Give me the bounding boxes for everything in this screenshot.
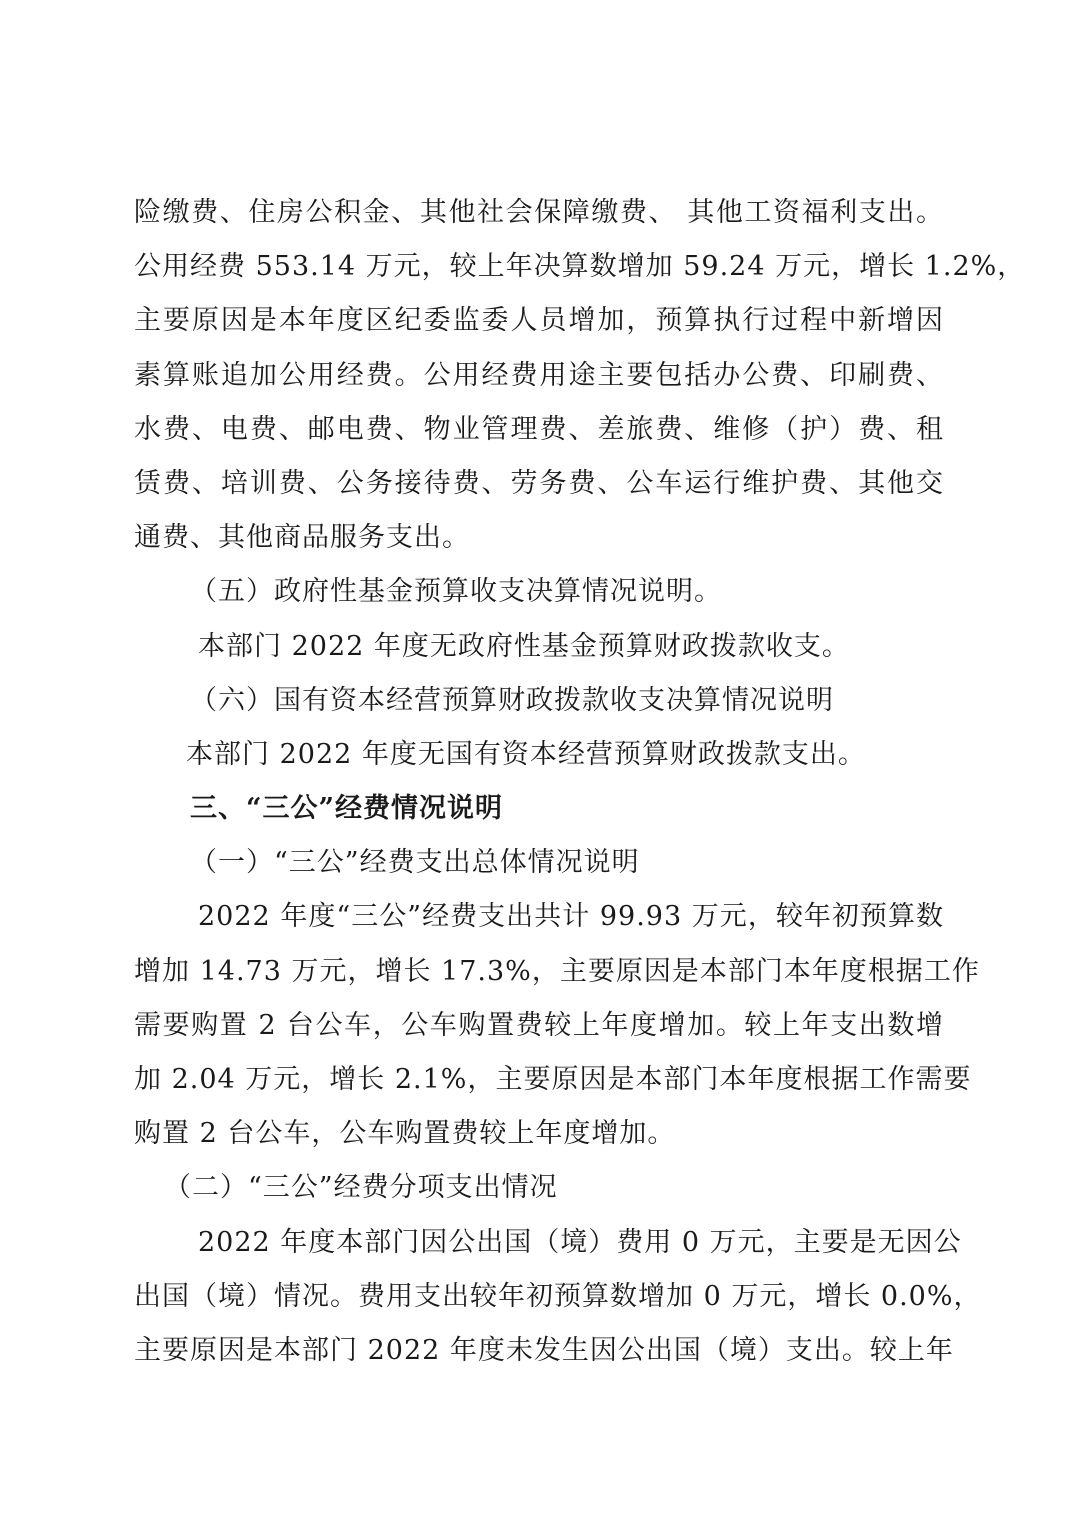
paragraph-line: 购置 2 台公车，公车购置费较上年度增加。 (134, 1118, 676, 1150)
section-heading-six: （六）国有资本经营预算财政拨款收支决算情况说明 (190, 684, 834, 716)
paragraph-line: 水费、电费、邮电费、物业管理费、差旅费、维修（护）费、租 (134, 413, 944, 445)
paragraph-line: 赁费、培训费、公务接待费、劳务费、公车运行维护费、其他交 (134, 467, 944, 499)
paragraph-line: 本部门 2022 年度无政府性基金预算财政拨款收支。 (198, 630, 850, 662)
section-heading-one: （一）“三公”经费支出总体情况说明 (190, 847, 640, 879)
paragraph-line: 主要原因是本部门 2022 年度未发生因公出国（境）支出。较上年 (134, 1334, 954, 1366)
paragraph-line: 险缴费、住房公积金、其他社会保障缴费、 其他工资福利支出。 (134, 197, 944, 228)
paragraph-line: 需要购置 2 台公车，公车购置费较上年度增加。较上年支出数增 (134, 1009, 944, 1041)
section-heading-five: （五）政府性基金预算收支决算情况说明。 (190, 576, 722, 608)
paragraph-line: 加 2.04 万元，增长 2.1%，主要原因是本部门本年度根据工作需要 (134, 1064, 972, 1095)
chapter-heading-three: 三、“三公”经费情况说明 (190, 793, 504, 825)
paragraph-line: 出国（境）情况。费用支出较年初预算数增加 0 万元，增长 0.0%， (134, 1280, 982, 1312)
paragraph-line: 本部门 2022 年度无国有资本经营预算财政拨款支出。 (186, 738, 866, 770)
paragraph-line: 通费、其他商品服务支出。 (134, 522, 470, 554)
paragraph-line: 增加 14.73 万元，增长 17.3%，主要原因是本部门本年度根据工作 (134, 955, 980, 987)
document-page (134, 186, 1026, 1378)
paragraph-line: 2022 年度“三公”经费支出共计 99.93 万元，较年初预算数 (198, 901, 944, 933)
paragraph-line: 2022 年度本部门因公出国（境）费用 0 万元，主要是无因公 (198, 1226, 962, 1258)
section-heading-two: （二）“三公”经费分项支出情况 (164, 1172, 558, 1204)
paragraph-line: 主要原因是本年度区纪委监委人员增加，预算执行过程中新增因 (134, 305, 944, 337)
paragraph-line: 素算账追加公用经费。公用经费用途主要包括办公费、印刷费、 (134, 359, 944, 391)
paragraph-line: 公用经费 553.14 万元，较上年决算数增加 59.24 万元，增长 1.2%， (134, 251, 1026, 283)
